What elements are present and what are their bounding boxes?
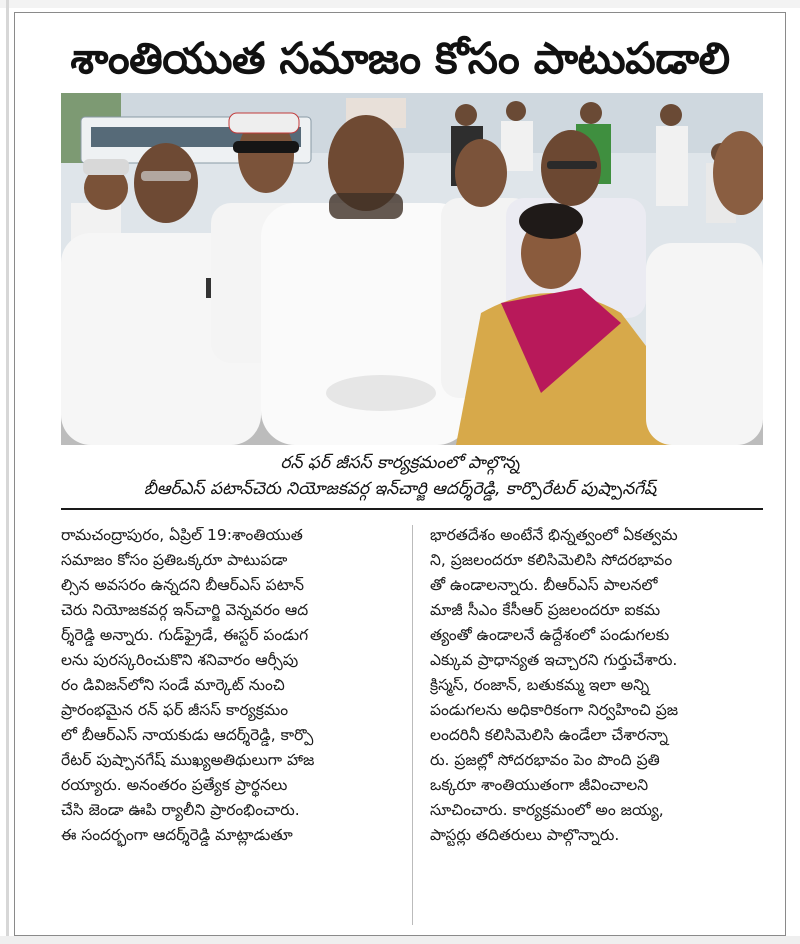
body-column-left [61,523,389,848]
body-line: మాజీ సీఎం కేసీఆర్ ప్రజలందరూ ఐకమ [430,601,661,619]
body-line: ఒక్కరూ శాంతియుతంగా జీవించాలని [430,776,649,794]
photo-illustration [61,93,763,445]
page-top-strip [0,0,800,8]
body-line: ని, ప్రజలందరూ కలిసిమెలిసి సోదరభావం [430,551,673,569]
caption-line-2: బీఆర్ఎస్ పటాన్‌చెరు నియోజకవర్గ ఇన్‌చార్జి ఆదర్శ్‌రెడ్డి, కార్పొరేటర్ పుష్పానగేష్ [143,479,657,499]
page-left-border [6,0,9,944]
body-line: రం డివిజన్‌లోని సండే మార్కెట్ నుంచి [61,676,285,694]
body-line: భారతదేశం అంటేనే భిన్నత్వంలో ఏకత్వమ [430,526,678,544]
body-line: పాస్టర్లు తదితరులు పాల్గొన్నారు. [430,826,620,844]
body-line: రేటర్ పుష్పానగేష్ ముఖ్యఅతిథులుగా హాజ [61,751,315,769]
body-line: ఎక్కువ ప్రాధాన్యత ఇచ్చారని గుర్తుచేశారు. [430,651,678,669]
body-line: పండుగలను అధికారికంగా నిర్వహించి ప్రజ [430,701,679,719]
photo-caption [45,450,755,502]
body-line: లందరినీ కలిసిమెలిసి ఉండేలా చేశారన్నా [430,726,668,744]
body-line: రయ్యారు. అనంతరం ప్రత్యేక ప్రార్థనలు [61,776,288,794]
body-line: క్రిస్మస్, రంజాన్, బతుకమ్మ ఇలా అన్ని [430,676,650,694]
page-bottom-edge [0,936,800,944]
body-line: చేసి జెండా ఊపి ర్యాలీని ప్రారంభించారు. [61,801,300,819]
body-line: ర్శ్‌రెడ్డి అన్నారు. గుడ్‌ఫ్రైడే, ఈస్టర్ పండుగ [61,626,309,644]
caption-rule [61,508,763,510]
caption-line-1: రన్ ఫర్ జీసస్ కార్యక్రమంలో పాల్గొన్న [280,453,520,473]
news-article [14,12,786,936]
headline: శాంతియుత సమాజం కోసం పాటుపడాలి [70,34,730,84]
body-line: లను పురస్కరించుకొని శనివారం ఆర్సీపు [61,651,299,669]
body-line: రు. ప్రజల్లో సోదరభావం పెం పొంది ప్రతి [430,751,660,769]
body-line: త్యంతో ఉండాలనే ఉద్దేశంలో పండుగలకు [430,626,670,644]
body-line: చెరు నియోజకవర్గ ఇన్‌చార్జి వెన్నవరం ఆద [61,601,309,619]
body-line: ప్రారంభమైన రన్ ఫర్ జీసస్ కార్యక్రమం [61,701,289,719]
news-photo [61,93,763,445]
body-line: రామచంద్రాపురం, ఏప్రిల్ 19:శాంతియుత [61,526,303,544]
body-line: ఈ సందర్భంగా ఆదర్శ్‌రెడ్డి మాట్లాడుతూ [61,826,293,844]
body-line: లో బీఆర్ఎస్ నాయకుడు ఆదర్శ్‌రెడ్డి, కార్పొ [61,726,314,744]
body-line: సమాజం కోసం ప్రతిఒక్కరూ పాటుపడా [61,551,288,569]
body-line: సూచించారు. కార్యక్రమంలో అం జయ్య, [430,801,664,819]
body-line: ల్సిన అవసరం ఉన్నదని బీఆర్ఎస్ పటాన్ [61,576,304,594]
body-line: తో ఉండాలన్నారు. బీఆర్ఎస్ పాలనలో [430,576,658,594]
column-divider [412,525,413,925]
body-column-right [430,523,758,848]
